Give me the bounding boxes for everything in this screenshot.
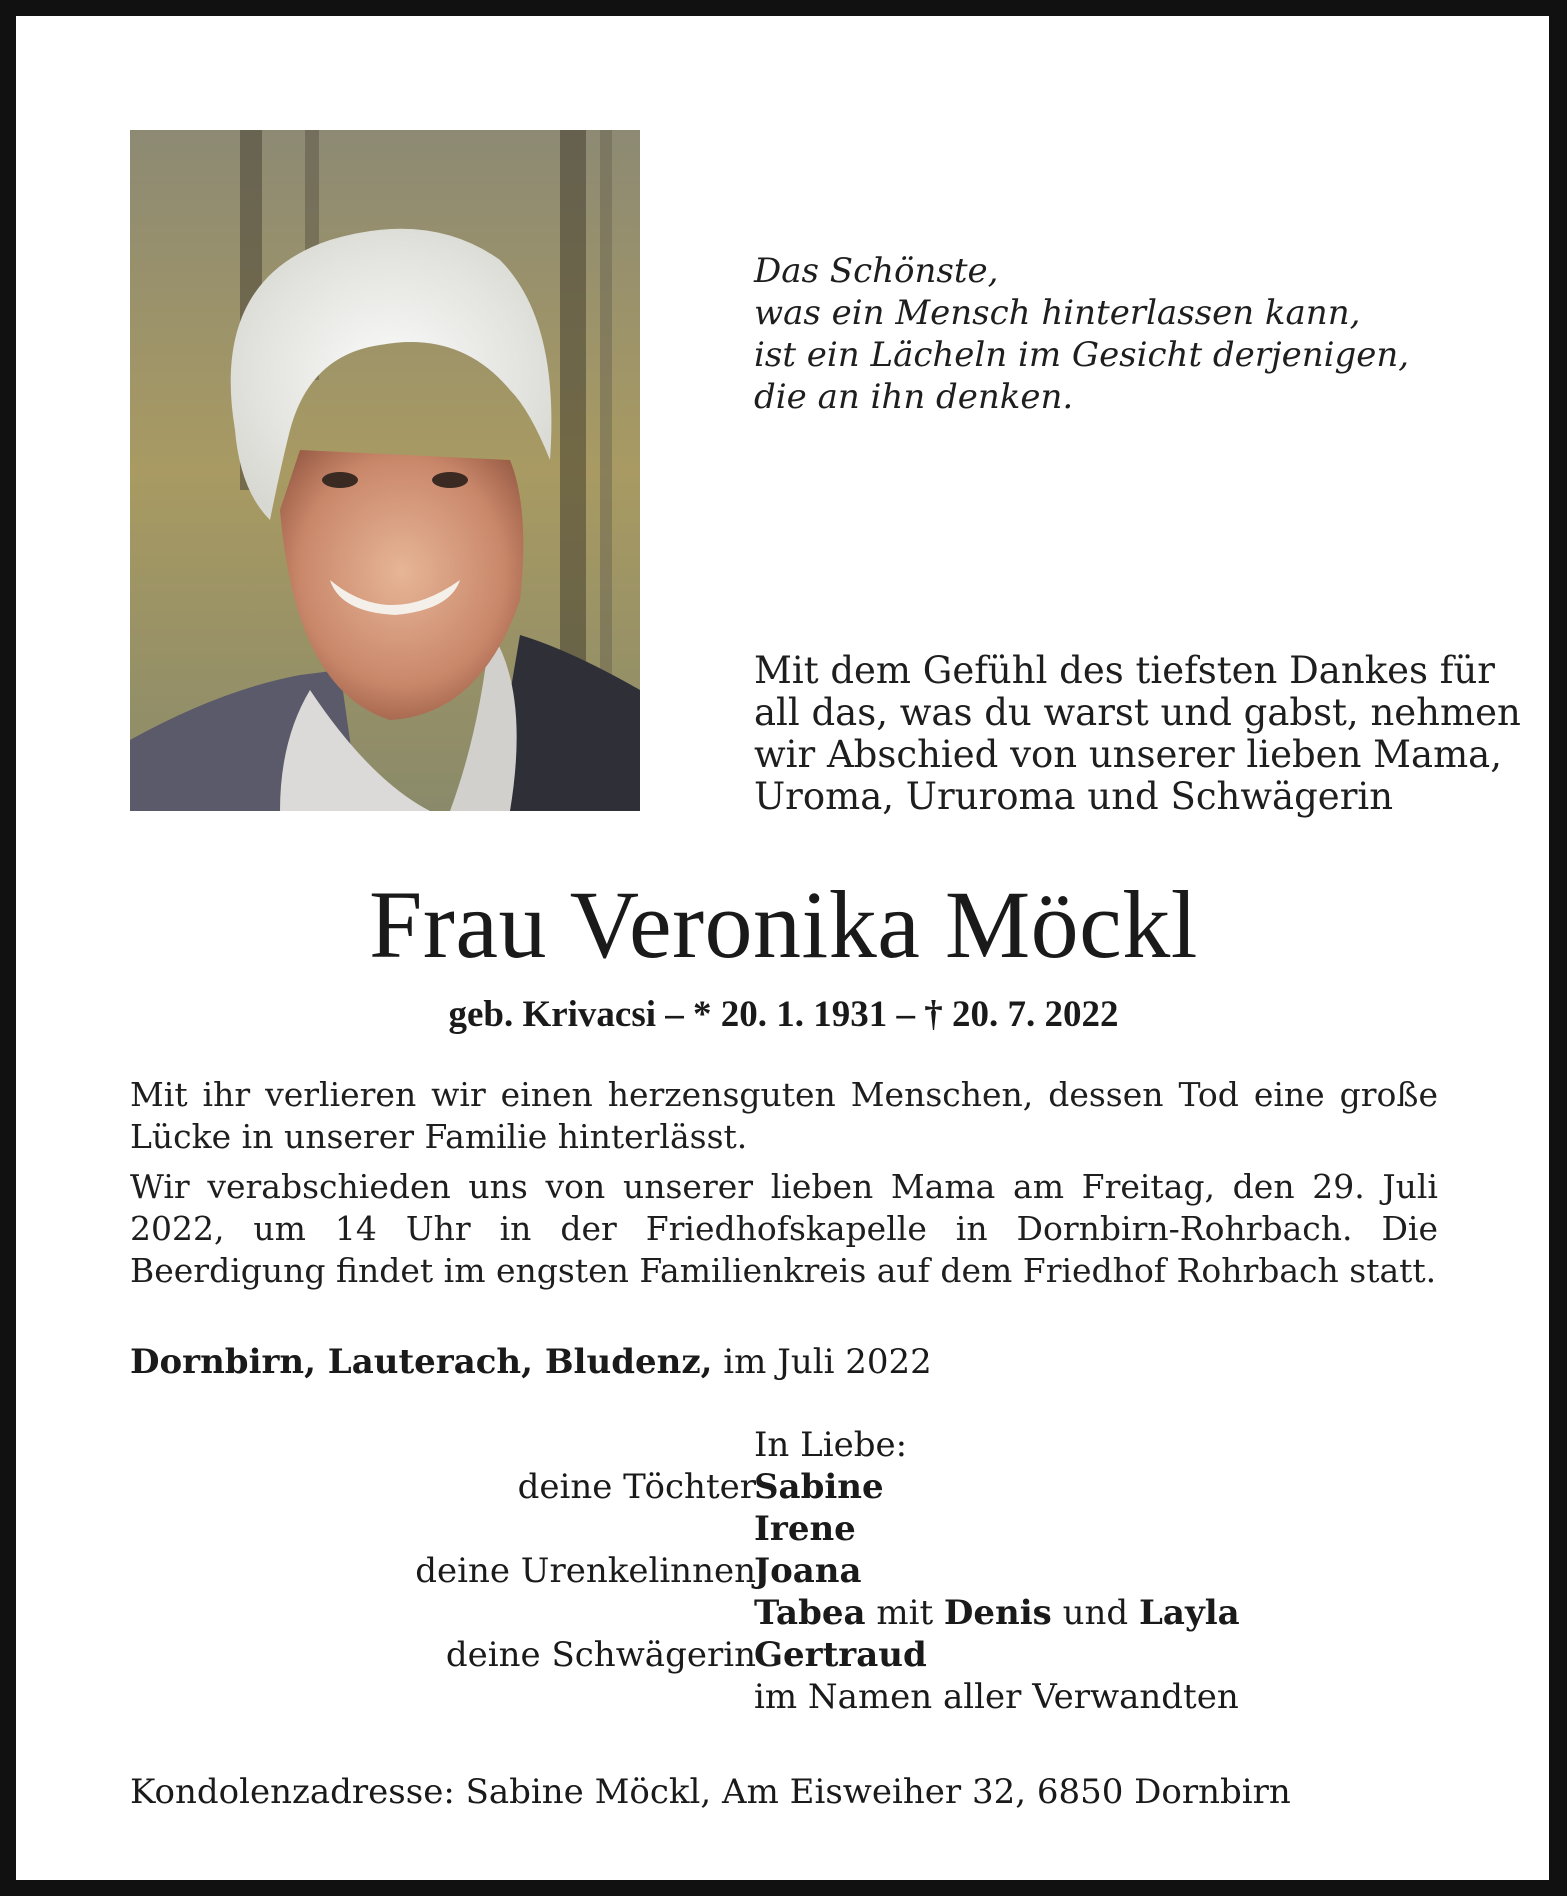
family-member: Joana [754, 1551, 862, 1591]
place-date: im Juli 2022 [712, 1342, 932, 1382]
connector-text: mit [865, 1593, 944, 1633]
quote-line: die an ihn denken. [754, 377, 1074, 417]
family-member: Denis [943, 1593, 1052, 1633]
announcement-body [130, 1074, 1438, 1300]
connector-text: und [1051, 1593, 1140, 1633]
portrait-image [130, 130, 640, 811]
family-list [300, 1424, 1400, 1718]
family-member: Layla [1139, 1593, 1240, 1633]
deceased-name: Frau Veronika Möckl [369, 871, 1198, 978]
family-member-group [754, 1592, 1240, 1634]
intro-line: Mit dem Gefühl des tiefsten Dankes für [754, 649, 1495, 692]
place-and-date [130, 1340, 932, 1384]
body-paragraph: Mit ihr verlieren wir einen herzensguten Menschen, dessen Tod eine große Lücke in unserer Familie hinterlässt. [130, 1075, 1438, 1156]
family-member: Tabea [754, 1593, 866, 1633]
birth-death-dates: geb. Krivacsi – * 20. 1. 1931 – † 20. 7. 2022 [448, 994, 1119, 1035]
relation-label: deine Urenkelinnen [415, 1551, 756, 1591]
family-member: Gertraud [754, 1635, 927, 1675]
quote-line: Das Schönste, [754, 251, 999, 291]
intro-line: all das, was du warst und gabst, nehmen [754, 691, 1521, 734]
relation-label: deine Schwägerin [445, 1635, 756, 1675]
condolence-address: Kondolenzadresse: Sabine Möckl, Am Eisweiher 32, 6850 Dornbirn [130, 1772, 1291, 1812]
family-heading: In Liebe: [754, 1425, 908, 1465]
family-member: Irene [754, 1509, 856, 1549]
intro-line: wir Abschied von unserer lieben Mama, [754, 733, 1503, 776]
memorial-quote [754, 250, 1474, 418]
family-member: Sabine [754, 1467, 884, 1507]
intro-line: Uroma, Ururoma und Schwägerin [754, 775, 1394, 818]
relation-label: deine Töchter [517, 1467, 756, 1507]
farewell-intro [754, 649, 1521, 818]
family-closing: im Namen aller Verwandten [754, 1677, 1239, 1717]
quote-line: was ein Mensch hinterlassen kann, [754, 293, 1361, 333]
place-towns: Dornbirn, Lauterach, Bludenz, [130, 1342, 713, 1382]
portrait-photo [130, 130, 640, 811]
body-paragraph: Wir verabschieden uns von unserer lieben Mama am Freitag, den 29. Juli 2022, um 14 Uhr in der Friedhofskapelle in Dornbirn-Rohrbach. Die Beerdigung findet im engsten Familienkreis auf dem Friedhof Rohrbach statt. [130, 1167, 1438, 1290]
quote-line: ist ein Lächeln im Gesicht derjenigen, [754, 335, 1410, 375]
